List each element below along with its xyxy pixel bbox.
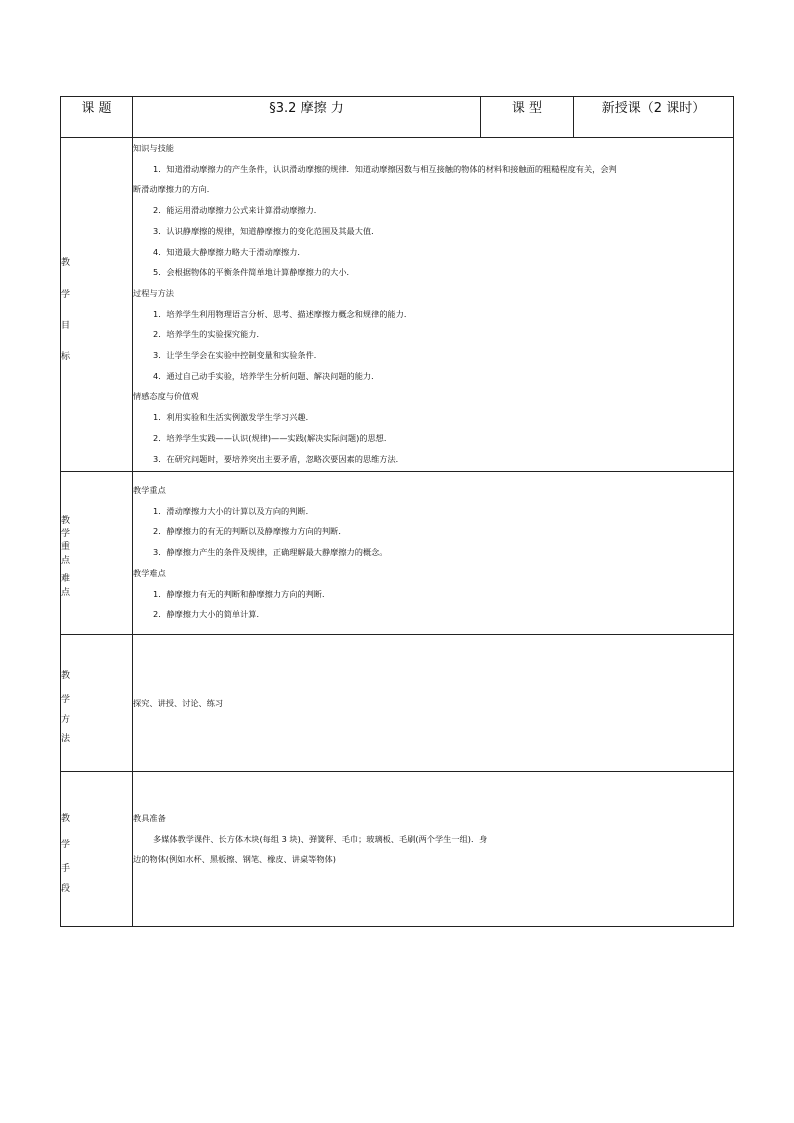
goals-item: 4．通过自己动手实验，培养学生分析问题、解决问题的能力． bbox=[153, 370, 380, 381]
tools-label-cell bbox=[61, 772, 133, 927]
goals-item: 2．培养学生的实验探究能力． bbox=[153, 329, 265, 340]
keypoints-label-char: 点 bbox=[61, 588, 71, 598]
goals-item: 4．知道最大静摩擦力略大于滑动摩擦力． bbox=[153, 246, 306, 257]
goals-content bbox=[133, 138, 734, 472]
keypoints-item: 1．滑动摩擦力大小的计算以及方向的判断． bbox=[153, 505, 314, 516]
keypoints-label-char: 点 bbox=[61, 556, 71, 566]
goals-label-char: 标 bbox=[61, 352, 71, 362]
keypoints-label-char: 重 bbox=[61, 542, 71, 552]
goals-section-title: 过程与方法 bbox=[133, 287, 174, 298]
goals-item: 3．在研究问题时，要培养突出主要矛盾，忽略次要因素的思维方法． bbox=[153, 453, 404, 464]
goals-row bbox=[61, 138, 734, 472]
goals-item: 1．利用实验和生活实例激发学生学习兴趣． bbox=[153, 412, 314, 423]
methods-label-char: 方 bbox=[61, 715, 71, 725]
keypoints-section-title: 教学重点 bbox=[133, 485, 166, 495]
tools-section-title: 教具准备 bbox=[133, 813, 166, 823]
goals-item: 2．能运用滑动摩擦力公式来计算滑动摩擦力． bbox=[153, 205, 322, 216]
keypoints-item: 2．静摩擦力大小的简单计算． bbox=[153, 609, 265, 620]
type-value: 新授课（2 课时） bbox=[574, 97, 734, 138]
goals-item: 2．培养学生实践——认识(规律)——实践(解决实际问题)的思想． bbox=[153, 432, 393, 443]
keypoints-content bbox=[133, 472, 734, 635]
tools-text-line-continuation: 边的物体(例如水杯、黑板擦、钢笔、橡皮、讲桌等物体) bbox=[133, 854, 336, 865]
goals-label-char: 目 bbox=[61, 321, 71, 331]
tools-label-char: 教 bbox=[61, 814, 71, 824]
keypoints-section-title: 教学难点 bbox=[133, 567, 166, 578]
methods-content bbox=[133, 635, 734, 772]
keypoints-label-char: 学 bbox=[61, 529, 71, 539]
methods-label-cell bbox=[61, 635, 133, 772]
methods-label-char: 教 bbox=[61, 671, 71, 681]
tools-label-char: 段 bbox=[61, 884, 71, 894]
methods-label-char: 学 bbox=[61, 695, 71, 705]
keypoints-item: 1．静摩擦力有无的判断和静摩擦力方向的判断． bbox=[153, 588, 331, 599]
topic-label: 课 题 bbox=[61, 97, 133, 138]
goals-item: 3．让学生学会在实验中控制变量和实验条件． bbox=[153, 350, 322, 361]
keypoints-row bbox=[61, 472, 734, 635]
goals-label-char: 教 bbox=[61, 258, 71, 268]
keypoints-item: 3．静摩擦力产生的条件及规律，正确理解最大静摩擦力的概念。 bbox=[153, 547, 388, 558]
goals-section-title: 情感态度与价值观 bbox=[133, 391, 199, 402]
keypoints-item: 2．静摩擦力的有无的判断以及静摩擦力方向的判断． bbox=[153, 526, 347, 537]
tools-text-line: 多媒体教学课件、长方体木块(每组 3 块)、弹簧秤、毛巾；玻璃板、毛刷(两个学生一组)．身 bbox=[153, 833, 488, 844]
methods-text: 探究、讲授、讨论、练习 bbox=[133, 697, 224, 708]
goals-label-cell bbox=[61, 138, 133, 472]
keypoints-label-cell bbox=[61, 472, 133, 635]
topic-value: §3.2 摩擦 力 bbox=[133, 97, 481, 138]
goals-section-title: 知识与技能 bbox=[133, 143, 174, 153]
methods-label-char: 法 bbox=[61, 734, 71, 744]
tools-content bbox=[133, 772, 734, 927]
methods-row bbox=[61, 635, 734, 772]
goals-item-continuation: 断滑动摩擦力的方向． bbox=[133, 184, 215, 195]
type-label: 课 型 bbox=[481, 97, 574, 138]
keypoints-label-char: 教 bbox=[61, 516, 71, 526]
header-row bbox=[61, 97, 734, 138]
goals-item: 1．培养学生利用物理语言分析、思考、描述摩擦力概念和规律的能力． bbox=[153, 308, 413, 319]
goals-item: 5．会根据物体的平衡条件简单地计算静摩擦力的大小． bbox=[153, 267, 355, 278]
tools-label-char: 学 bbox=[61, 840, 71, 850]
lesson-plan-table bbox=[60, 96, 734, 927]
tools-row bbox=[61, 772, 734, 927]
tools-label-char: 手 bbox=[61, 864, 71, 874]
goals-item: 1．知道滑动摩擦力的产生条件，认识滑动摩擦的规律．知道动摩擦因数与相互接触的物体的材料和接触面的粗糙程度有关，会判 bbox=[153, 163, 617, 174]
keypoints-label-char: 难 bbox=[61, 574, 71, 584]
goals-item: 3．认识静摩擦的规律，知道静摩擦力的变化范围及其最大值． bbox=[153, 225, 380, 236]
goals-label-char: 学 bbox=[61, 290, 71, 300]
